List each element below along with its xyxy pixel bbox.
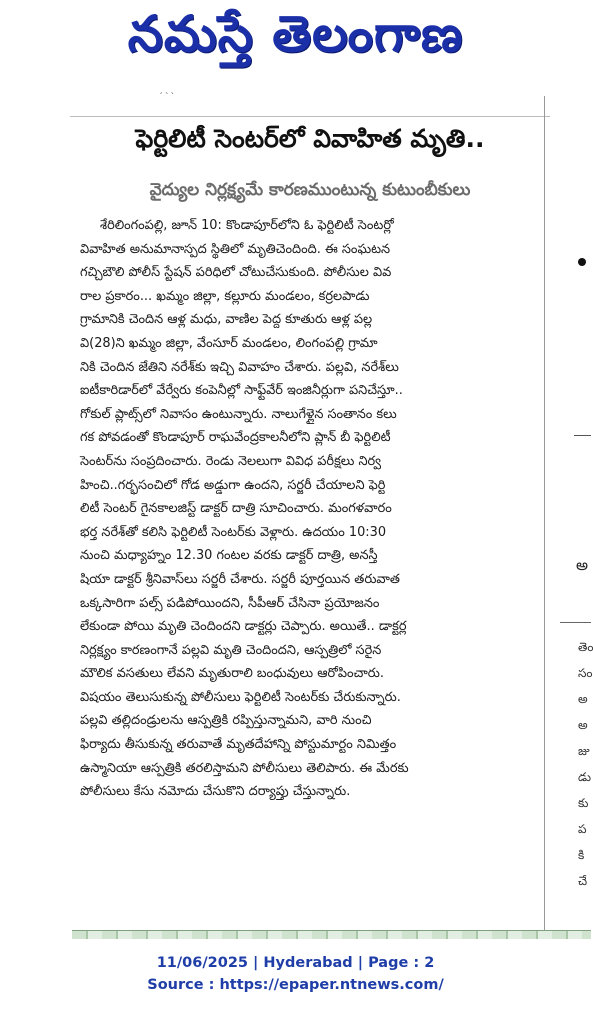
article-line: ఫిర్యాదు తీసుకున్న తరువాతే మృతదేహాన్ని పోస్టుమార్టం నిమిత్తం: [80, 737, 397, 753]
article-line: గ్రామానికి చెందిన ఆళ్ల మధు, వాణిల పెద్ద కూతురు ఆళ్ల పల్ల: [80, 312, 373, 328]
adjacent-text-fragment: అ: [578, 692, 588, 706]
article-line: వి(28)ని ఖమ్మం జిల్లా, వేంసూర్ మండలం, లింగంపల్లి గ్రామా: [80, 335, 378, 351]
bullet-icon: [578, 258, 586, 266]
article-line: పల్లవి తల్లిదండ్రులను ఆస్పత్రికి రప్పిస్తున్నామని, వారి నుంచి: [80, 713, 372, 729]
adjacent-heading-fragment: అ: [576, 556, 589, 574]
article-line: నుంచి మధ్యాహ్నం 12.30 గంటల వరకు డాక్టర్ దాత్రి, అనస్తీ: [80, 548, 378, 564]
article-subhead: వైద్యుల నిర్లక్ష్యమే కారణముంటున్న కుటుంబీకులు: [149, 180, 471, 200]
article-line: గచ్చిబౌలి పోలీస్ స్టేషన్ పరిధిలో చోటుచేసుకుంది. పోలీసుల వివ: [80, 265, 392, 281]
article-line: సెంటర్‌ను సంప్రదించారు. రెండు నెలలుగా వివిధ పరీక్షలు నిర్వ: [80, 453, 382, 469]
footer-source: Source : https://epaper.ntnews.com/: [147, 977, 444, 993]
adjacent-text-fragment: జు: [578, 744, 590, 758]
article-line: ఉస్మానియా ఆస్పత్రికి తరలిస్తామని పోలీసులు తెలిపారు. ఈ మేరకు: [80, 760, 409, 776]
adjacent-text-fragment: తెం: [578, 640, 593, 654]
article-line: గోకుల్ ప్లాట్స్‌లో నివాసం ఉంటున్నారు. నాలుగేళ్లైన సంతానం కలు: [80, 406, 397, 422]
divider: [560, 622, 591, 623]
article-line: శేరిలింగంపల్లి, జూన్ 10: కొండాపూర్‌లోని ఓ ఫెర్టిలిటీ సెంటర్లో: [100, 218, 394, 233]
article-headline: ఫెర్టిలిటీ సెంటర్‌లో వివాహిత మృతి..: [135, 124, 485, 153]
adjacent-text-fragment: సం: [578, 666, 593, 680]
article-line: గక పోవడంతో కొండాపూర్ రాఘవేంద్రకాలనీలోని ప్లాన్ బీ ఫెర్టిలిటీ: [80, 430, 391, 446]
divider: [70, 116, 550, 117]
footer-date-page: 11/06/2025 | Hyderabad | Page : 2: [156, 955, 435, 971]
clipped-text-fragment: ՛ ՝ ՝: [160, 92, 174, 103]
adjacent-text-fragment: కి: [578, 848, 585, 862]
adjacent-text-fragment: అ: [578, 718, 588, 732]
article-line: నికి చెందిన జేతిని నరేశ్‌కు ఇచ్చి వివాహం చేశారు. పల్లవి, నరేశ్‌లు: [80, 359, 399, 375]
column-divider: [544, 96, 545, 936]
article-line: పోలీసులు కేసు నమోదు చేసుకొని దర్యాప్తు చేస్తున్నారు.: [80, 784, 351, 800]
masthead: [0, 0, 591, 80]
article-line: హించి..గర్భసంచిలో గోడ అడ్డుగా ఉందని, సర్జరీ చేయాలని ఫెర్టి: [80, 477, 386, 493]
adjacent-text-fragment: కు: [578, 796, 589, 810]
article-line: మౌలిక వసతులు లేవని మృతురాలి బంధువులు ఆరోపించారు.: [80, 666, 384, 682]
article-line: షియా డాక్టర్ శ్రీనివాస్‌లు సర్జరీ చేశారు. సర్జరీ పూర్తయిన తరువాత: [80, 571, 400, 587]
article-line: నిర్లక్ష్యం కారణంగానే పల్లవి మృతి చెందిందని, ఆస్పత్రిలో సరైన: [80, 642, 382, 658]
article-line: ఒక్కసారిగా పల్స్ పడిపోయిందని, సీపీఆర్ చేసినా ప్రయోజనం: [80, 595, 380, 611]
article-line: విషయం తెలుసుకున్న పోలీసులు ఫెర్టిలిటీ సెంటర్‌కు చేరుకున్నారు.: [80, 689, 401, 705]
newspaper-logo: నమస్తే తెలంగాణ: [127, 4, 464, 63]
footer: [0, 952, 591, 996]
article-line: లిటీ సెంటర్ గైనకాలజిస్ట్ డాక్టర్ దాత్రి సూచించారు. మంగళవారం: [80, 501, 392, 517]
advertisement-strip: [72, 930, 591, 939]
article-line: ఐటీకారిడార్‌లో వేర్వేరు కంపెనీల్లో సాఫ్ట్‌వేర్ ఇంజినీర్లుగా పనిచేస్తూ..: [80, 383, 403, 399]
adjacent-text-fragment: చే: [578, 874, 588, 888]
adjacent-text-fragment: డు: [578, 770, 592, 784]
article-line: వివాహిత అనుమానాస్పద స్థితిలో మృతిచెందింది. ఈ సంఘటన: [80, 241, 391, 257]
article-line: లేకుండా పోయి మృతి చెందిందని డాక్టర్లు చెప్పారు. అయితే.. డాక్టర్ల: [80, 619, 407, 635]
adjacent-text-fragment: ప: [578, 822, 587, 836]
article-body: [80, 214, 524, 804]
article-line: రాల ప్రకారం... ఖమ్మం జిల్లా, కల్లూరు మండలం, కర్రలపాడు: [80, 288, 370, 304]
divider: [574, 435, 591, 436]
article-line: భర్త నరేశ్‌తో కలిసి ఫెర్టిలిటీ సెంటర్‌కు వెళ్లారు. ఉదయం 10:30: [80, 524, 387, 540]
